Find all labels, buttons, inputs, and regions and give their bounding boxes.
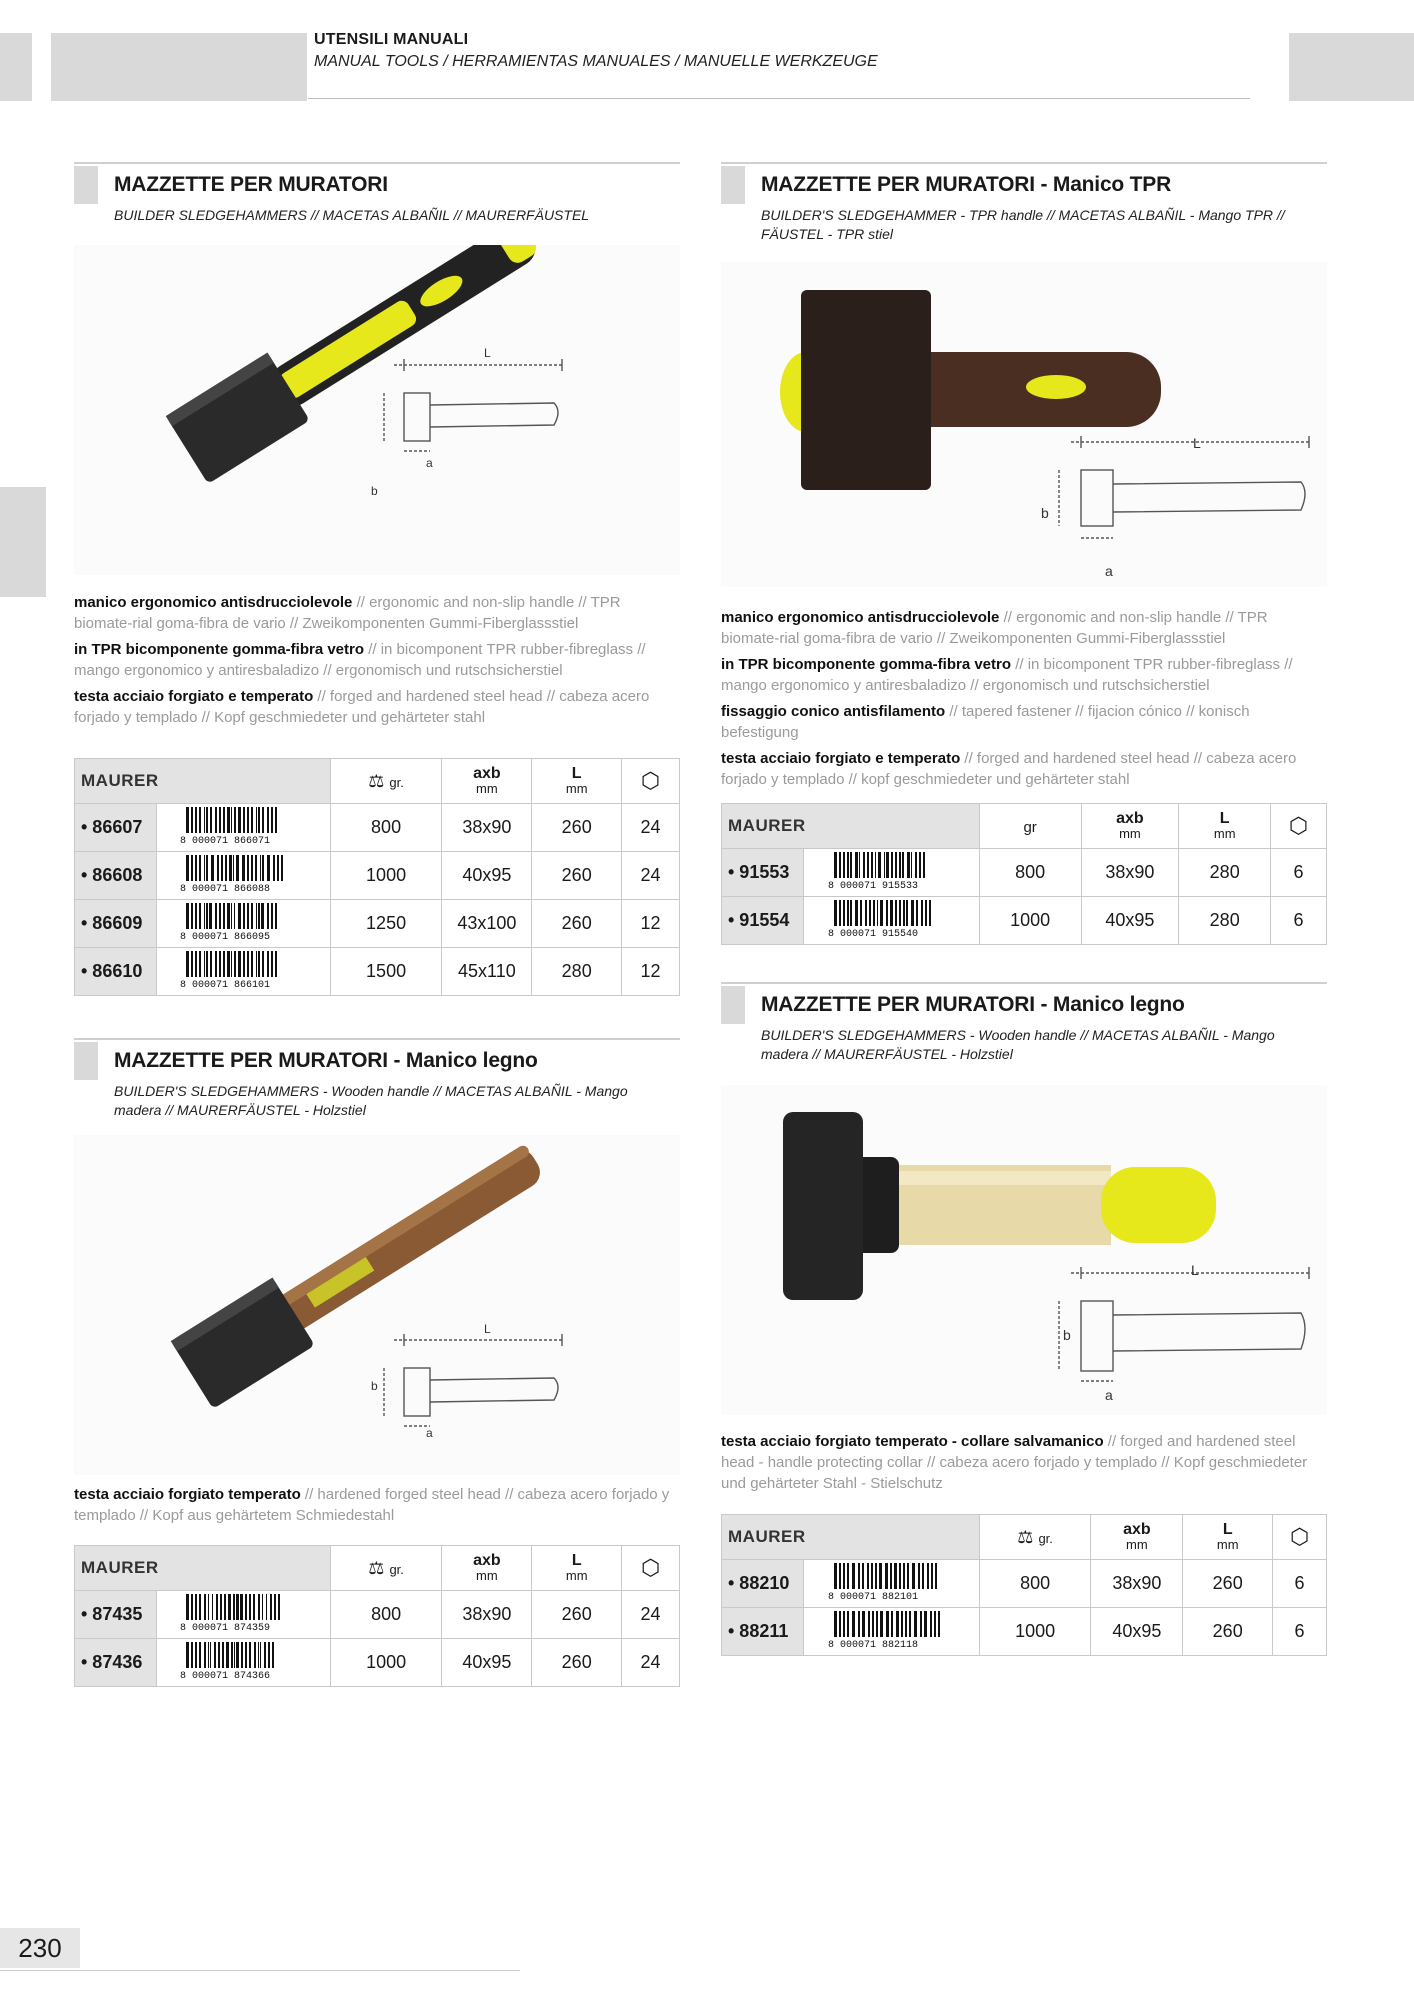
qty-value: 24 bbox=[622, 852, 680, 900]
feature-item: fissaggio conico antisfilamento // tapered fastener // fijacion cónico // konisch befestigung bbox=[721, 703, 1250, 741]
section-title: MAZZETTE PER MURATORI bbox=[114, 173, 388, 196]
footer-rule bbox=[0, 1970, 520, 1971]
diagram-label-b: b bbox=[371, 1379, 378, 1393]
axb-value: 38x90 bbox=[442, 804, 532, 852]
diagram-label-L: L bbox=[484, 346, 491, 360]
barcode-cell bbox=[156, 804, 330, 852]
weight-value: 1250 bbox=[330, 900, 442, 948]
weight-value: 800 bbox=[979, 1560, 1091, 1608]
barcode-number: 8 000071 915540 bbox=[828, 929, 919, 938]
product-code: • 91554 bbox=[722, 897, 804, 945]
diagram-label-b: b bbox=[1063, 1327, 1071, 1343]
section-title: MAZZETTE PER MURATORI - Manico TPR bbox=[761, 173, 1172, 196]
barcode-icon bbox=[178, 949, 308, 989]
section-wooden-handle-left bbox=[74, 1038, 680, 1118]
barcode-cell bbox=[156, 1591, 330, 1639]
diagram-label-L: L bbox=[484, 1322, 491, 1336]
spec-table bbox=[74, 758, 680, 996]
header-divider bbox=[308, 98, 1250, 99]
barcode-cell bbox=[803, 1608, 979, 1656]
barcode-icon bbox=[826, 1609, 956, 1649]
brand-logo: MAURER bbox=[75, 759, 331, 804]
product-code: • 87436 bbox=[75, 1639, 157, 1687]
length-value: 260 bbox=[532, 1591, 622, 1639]
header-subtitle: MANUAL TOOLS / HERRAMIENTAS MANUALES / MANUELLE WERKZEUGE bbox=[314, 53, 878, 70]
qty-value: 6 bbox=[1271, 849, 1327, 897]
length-value: 280 bbox=[1179, 849, 1271, 897]
table-row bbox=[722, 849, 1327, 897]
qty-value: 24 bbox=[622, 1639, 680, 1687]
header-mid-block bbox=[51, 33, 307, 101]
barcode-number: 8 000071 866088 bbox=[180, 884, 271, 893]
diagram-label-a: a bbox=[426, 456, 433, 470]
spec-rows bbox=[722, 849, 1327, 945]
header-title: UTENSILI MANUALI bbox=[314, 31, 469, 48]
brand-logo: MAURER bbox=[722, 1515, 980, 1560]
section-subtitle: BUILDER'S SLEDGEHAMMERS - Wooden handle // MACETAS ALBAÑIL - Mango madera // MAURERFÄUSTEL - Holzstiel bbox=[761, 1027, 1275, 1062]
table-row bbox=[75, 1639, 680, 1687]
weight-value: 1500 bbox=[330, 948, 442, 996]
axb-value: 40x95 bbox=[442, 852, 532, 900]
barcode-cell bbox=[156, 900, 330, 948]
brand-logo: MAURER bbox=[722, 804, 980, 849]
barcode-icon bbox=[826, 850, 956, 890]
col-weight: ⚖ gr. bbox=[979, 1515, 1091, 1560]
product-code: • 88211 bbox=[722, 1608, 804, 1656]
barcode-number: 8 000071 874366 bbox=[180, 1671, 271, 1680]
length-value: 280 bbox=[532, 948, 622, 996]
col-weight: ⚖ gr. bbox=[330, 759, 442, 804]
spec-rows bbox=[75, 804, 680, 996]
length-value: 260 bbox=[1183, 1560, 1273, 1608]
length-value: 280 bbox=[1179, 897, 1271, 945]
table-row bbox=[722, 897, 1327, 945]
product-photo-collar-hammer bbox=[721, 1085, 1327, 1415]
col-length: L mm bbox=[1183, 1515, 1273, 1560]
barcode-number: 8 000071 866095 bbox=[180, 932, 271, 941]
table-row bbox=[722, 1560, 1327, 1608]
diagram-label-a: a bbox=[426, 1426, 433, 1440]
feature-item: testa acciaio forgiato temperato // hardened forged steel head // cabeza acero forjado y templado // Kopf aus gehärtetem Schmiedestahl bbox=[74, 1486, 670, 1524]
header-left-block bbox=[0, 33, 32, 101]
weight-icon: ⚖ bbox=[368, 1557, 385, 1578]
table-row bbox=[75, 804, 680, 852]
section-marker bbox=[74, 166, 98, 204]
spec-rows bbox=[722, 1560, 1327, 1656]
product-photo-fiberglass-hammer bbox=[74, 245, 680, 575]
col-length: L mm bbox=[532, 1546, 622, 1591]
spec-table bbox=[721, 803, 1327, 945]
feature-list bbox=[721, 607, 1327, 795]
col-package bbox=[622, 1546, 680, 1591]
feature-item: testa acciaio forgiato e temperato // forged and hardened steel head // cabeza acero forjado y templado // kopf geschmiedeter und gehärteter stahl bbox=[721, 750, 1297, 788]
barcode-icon bbox=[178, 805, 308, 845]
feature-list bbox=[721, 1431, 1327, 1499]
feature-item: in TPR bicomponente gomma-fibra vetro // in bicomponent TPR rubber-fibreglass // mango ergonomico y antiresbaladizo // ergonomisch und rutschsicherstiel bbox=[74, 641, 646, 679]
barcode-cell bbox=[803, 897, 979, 945]
product-code: • 86609 bbox=[75, 900, 157, 948]
weight-value: 1000 bbox=[330, 852, 442, 900]
qty-value: 6 bbox=[1273, 1608, 1327, 1656]
col-axb: axb mm bbox=[442, 1546, 532, 1591]
axb-value: 45x110 bbox=[442, 948, 532, 996]
section-title: MAZZETTE PER MURATORI - Manico legno bbox=[761, 993, 1185, 1016]
length-value: 260 bbox=[1183, 1608, 1273, 1656]
section-rule bbox=[721, 982, 1327, 984]
section-rule bbox=[74, 162, 680, 164]
product-code: • 86610 bbox=[75, 948, 157, 996]
table-row bbox=[75, 948, 680, 996]
box-icon: ⬡ bbox=[1288, 813, 1309, 838]
weight-value: 1000 bbox=[330, 1639, 442, 1687]
diagram-label-b: b bbox=[1041, 505, 1049, 521]
feature-item: manico ergonomico antisdrucciolevole // ergonomic and non-slip handle // TPR biomate-rial goma-fibra de vario // Zweikomponenten Gummi-Fiberglassstiel bbox=[721, 609, 1268, 647]
qty-value: 12 bbox=[622, 948, 680, 996]
section-marker bbox=[721, 986, 745, 1024]
weight-icon: ⚖ bbox=[368, 770, 385, 791]
length-value: 260 bbox=[532, 1639, 622, 1687]
axb-value: 38x90 bbox=[1081, 849, 1179, 897]
qty-value: 6 bbox=[1271, 897, 1327, 945]
product-code: • 86607 bbox=[75, 804, 157, 852]
product-code: • 91553 bbox=[722, 849, 804, 897]
feature-item: in TPR bicomponente gomma-fibra vetro // in bicomponent TPR rubber-fibreglass // mango ergonomico y antiresbaladizo // ergonomisch und rutschsicherstiel bbox=[721, 656, 1293, 694]
length-value: 260 bbox=[532, 804, 622, 852]
table-row bbox=[75, 852, 680, 900]
product-photo-tpr-hammer bbox=[721, 262, 1327, 587]
weight-value: 1000 bbox=[979, 1608, 1091, 1656]
barcode-icon bbox=[178, 1592, 308, 1632]
col-axb: axb mm bbox=[1081, 804, 1179, 849]
section-subtitle: BUILDER'S SLEDGEHAMMERS - Wooden handle // MACETAS ALBAÑIL - Mango madera // MAURERFÄUSTEL - Holzstiel bbox=[114, 1083, 628, 1118]
feature-item: testa acciaio forgiato temperato - collare salvamanico // forged and hardened steel head - handle protecting collar // cabeza acero forjado y templado // Kopf geschmiedeter und gehärteter Stahl - Stielschutz bbox=[721, 1433, 1308, 1492]
feature-item: manico ergonomico antisdrucciolevole // ergonomic and non-slip handle // TPR biomate-rial goma-fibra de vario // Zweikomponenten Gummi-Fiberglassstiel bbox=[74, 594, 621, 632]
product-code: • 88210 bbox=[722, 1560, 804, 1608]
barcode-cell bbox=[803, 1560, 979, 1608]
barcode-number: 8 000071 866101 bbox=[180, 980, 271, 989]
barcode-cell bbox=[156, 948, 330, 996]
barcode-icon bbox=[178, 853, 308, 893]
weight-value: 800 bbox=[330, 1591, 442, 1639]
diagram-label-b: b bbox=[371, 484, 378, 498]
feature-list bbox=[74, 592, 680, 733]
product-photo-wooden-hammer bbox=[74, 1135, 680, 1475]
section-marker bbox=[74, 1042, 98, 1080]
barcode-icon bbox=[826, 1561, 956, 1601]
barcode-cell bbox=[156, 1639, 330, 1687]
box-icon: ⬡ bbox=[640, 1555, 661, 1580]
spec-rows bbox=[75, 1591, 680, 1687]
axb-value: 38x90 bbox=[1091, 1560, 1183, 1608]
weight-value: 800 bbox=[979, 849, 1081, 897]
axb-value: 40x95 bbox=[1081, 897, 1179, 945]
product-code: • 87435 bbox=[75, 1591, 157, 1639]
axb-value: 40x95 bbox=[442, 1639, 532, 1687]
col-axb: axb mm bbox=[1091, 1515, 1183, 1560]
section-marker bbox=[721, 166, 745, 204]
col-weight: ⚖ gr. bbox=[330, 1546, 442, 1591]
barcode-number: 8 000071 874359 bbox=[180, 1623, 271, 1632]
feature-item: testa acciaio forgiato e temperato // forged and hardened steel head // cabeza acero forjado y templado // Kopf geschmiedeter und gehärteter stahl bbox=[74, 688, 650, 726]
page-number: 230 bbox=[0, 1928, 80, 1968]
section-rule bbox=[721, 162, 1327, 164]
col-axb: axb mm bbox=[442, 759, 532, 804]
box-icon: ⬡ bbox=[640, 768, 661, 793]
col-length: L mm bbox=[532, 759, 622, 804]
section-rule bbox=[74, 1038, 680, 1040]
col-package bbox=[1271, 804, 1327, 849]
qty-value: 24 bbox=[622, 1591, 680, 1639]
barcode-number: 8 000071 882118 bbox=[828, 1640, 919, 1649]
axb-value: 40x95 bbox=[1091, 1608, 1183, 1656]
feature-list bbox=[74, 1484, 680, 1531]
diagram-label-L: L bbox=[1193, 435, 1201, 451]
table-row bbox=[75, 900, 680, 948]
table-row bbox=[722, 1608, 1327, 1656]
weight-value: 800 bbox=[330, 804, 442, 852]
qty-value: 12 bbox=[622, 900, 680, 948]
col-length: L mm bbox=[1179, 804, 1271, 849]
barcode-icon bbox=[826, 898, 956, 938]
section-wooden-handle-right bbox=[721, 982, 1327, 1062]
barcode-icon bbox=[178, 1640, 308, 1680]
axb-value: 43x100 bbox=[442, 900, 532, 948]
box-icon: ⬡ bbox=[1289, 1524, 1310, 1549]
col-package bbox=[1273, 1515, 1327, 1560]
diagram-label-a: a bbox=[1105, 1387, 1113, 1403]
length-value: 260 bbox=[532, 900, 622, 948]
section-sledgehammers bbox=[74, 162, 680, 242]
barcode-cell bbox=[156, 852, 330, 900]
col-weight: gr bbox=[979, 804, 1081, 849]
section-subtitle: BUILDER SLEDGEHAMMERS // MACETAS ALBAÑIL // MAURERFÄUSTEL bbox=[114, 207, 590, 223]
section-title: MAZZETTE PER MURATORI - Manico legno bbox=[114, 1049, 538, 1072]
barcode-cell bbox=[803, 849, 979, 897]
axb-value: 38x90 bbox=[442, 1591, 532, 1639]
qty-value: 6 bbox=[1273, 1560, 1327, 1608]
barcode-number: 8 000071 866071 bbox=[180, 836, 271, 845]
col-package bbox=[622, 759, 680, 804]
product-code: • 86608 bbox=[75, 852, 157, 900]
weight-value: 1000 bbox=[979, 897, 1081, 945]
table-row bbox=[75, 1591, 680, 1639]
diagram-label-a: a bbox=[1105, 563, 1113, 579]
length-value: 260 bbox=[532, 852, 622, 900]
barcode-number: 8 000071 915533 bbox=[828, 881, 919, 890]
qty-value: 24 bbox=[622, 804, 680, 852]
barcode-number: 8 000071 882101 bbox=[828, 1592, 919, 1601]
diagram-label-L: L bbox=[1191, 1262, 1199, 1278]
barcode-icon bbox=[178, 901, 308, 941]
side-tab bbox=[0, 487, 46, 597]
header-right-block bbox=[1289, 33, 1414, 101]
brand-logo: MAURER bbox=[75, 1546, 331, 1591]
section-subtitle: BUILDER'S SLEDGEHAMMER - TPR handle // MACETAS ALBAÑIL - Mango TPR // FÄUSTEL - TPR stiel bbox=[761, 207, 1285, 242]
weight-icon: ⚖ bbox=[1017, 1526, 1034, 1547]
section-tpr-handle bbox=[721, 162, 1327, 252]
spec-table bbox=[74, 1545, 680, 1687]
spec-table bbox=[721, 1514, 1327, 1656]
